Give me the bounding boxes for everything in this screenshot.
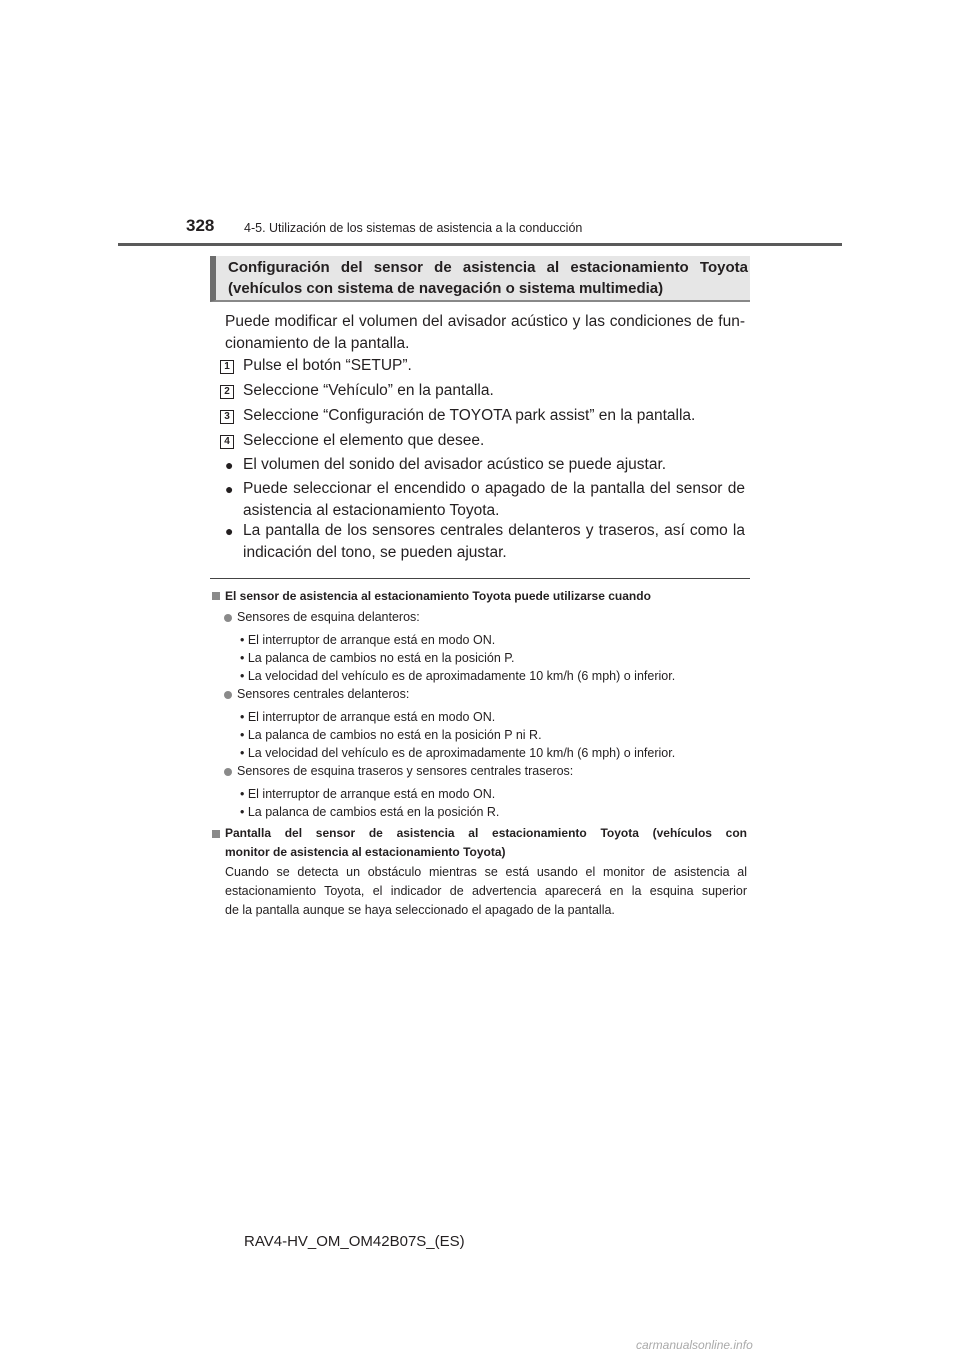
step-text-2: Seleccione “Vehículo” en la pantalla. (243, 382, 494, 399)
option-2-line2: asistencia al estacionamiento Toyota. (243, 502, 500, 519)
intro-line2: cionamiento de la pantalla. (225, 335, 410, 352)
note-heading-1: El sensor de asistencia al estacionamiento Toyota puede utilizarse cuando (225, 589, 651, 603)
note-group3-item: • El interruptor de arranque está en modo ON. (240, 787, 496, 801)
manual-code: RAV4-HV_OM_OM42B07S_(ES) (244, 1233, 465, 1250)
note-square-icon (212, 830, 220, 838)
bullet-dot-icon: ● (225, 457, 234, 473)
intro-line1: Puede modificar el volumen del avisador acústico y las condiciones de fun- (225, 313, 745, 330)
step-number-3: 3 (220, 410, 234, 424)
note-group1-item: • El interruptor de arranque está en modo ON. (240, 633, 496, 647)
note-group2-item: • La palanca de cambios no está en la posición P ni R. (240, 728, 542, 742)
note-heading-2-line1: Pantalla del sensor de asistencia al estacionamiento Toyota (vehículos con (225, 826, 747, 840)
note-group3-item: • La palanca de cambios está en la posición R. (240, 805, 500, 819)
chapter-title: 4-5. Utilización de los sistemas de asistencia a la conducción (244, 221, 583, 235)
note-square-icon (212, 592, 220, 600)
note-dot-icon (224, 691, 232, 699)
header-divider (118, 243, 842, 246)
note-group3-title: Sensores de esquina traseros y sensores centrales traseros: (237, 764, 574, 778)
note-group2-item: • El interruptor de arranque está en modo ON. (240, 710, 496, 724)
note-group2-title: Sensores centrales delanteros: (237, 687, 410, 701)
note-group2-item: • La velocidad del vehículo es de aproximadamente 10 km/h (6 mph) o inferior. (240, 746, 676, 760)
page-number: 328 (186, 216, 215, 235)
step-text-3: Seleccione “Configuración de TOYOTA park assist” en la pantalla. (243, 407, 696, 424)
note-body-line1: Cuando se detecta un obstáculo mientras se está usando el monitor de asistencia al (225, 865, 747, 879)
section-heading (210, 256, 750, 302)
note-group1-item: • La palanca de cambios no está en la posición P. (240, 651, 515, 665)
notes-divider (210, 578, 750, 579)
watermark: carmanualsonline.info (636, 1338, 753, 1352)
section-title-line1: Configuración del sensor de asistencia al estacionamiento Toyota (228, 259, 748, 276)
option-1: El volumen del sonido del avisador acústico se puede ajustar. (243, 456, 667, 473)
option-2-line1: Puede seleccionar el encendido o apagado de la pantalla del sensor de (243, 480, 745, 497)
note-body-line2: estacionamiento Toyota, el indicador de advertencia aparecerá en la esquina superior (225, 884, 747, 898)
note-group1-title: Sensores de esquina delanteros: (237, 610, 420, 624)
note-dot-icon (224, 614, 232, 622)
step-number-2: 2 (220, 385, 234, 399)
section-title-line2: (vehículos con sistema de navegación o sistema multimedia) (228, 280, 664, 297)
note-body-line3: de la pantalla aunque se haya seleccionado el apagado de la pantalla. (225, 903, 615, 917)
step-number-4: 4 (220, 435, 234, 449)
option-3-line2: indicación del tono, se pueden ajustar. (243, 544, 507, 561)
step-text-4: Seleccione el elemento que desee. (243, 432, 485, 449)
note-heading-2-line2: monitor de asistencia al estacionamiento Toyota) (225, 845, 506, 859)
note-dot-icon (224, 768, 232, 776)
bullet-dot-icon: ● (225, 523, 234, 539)
bullet-dot-icon: ● (225, 481, 234, 497)
option-3-line1: La pantalla de los sensores centrales delanteros y traseros, así como la (243, 522, 745, 539)
step-text-1: Pulse el botón “SETUP”. (243, 357, 412, 374)
step-number-1: 1 (220, 360, 234, 374)
note-group1-item: • La velocidad del vehículo es de aproximadamente 10 km/h (6 mph) o inferior. (240, 669, 676, 683)
